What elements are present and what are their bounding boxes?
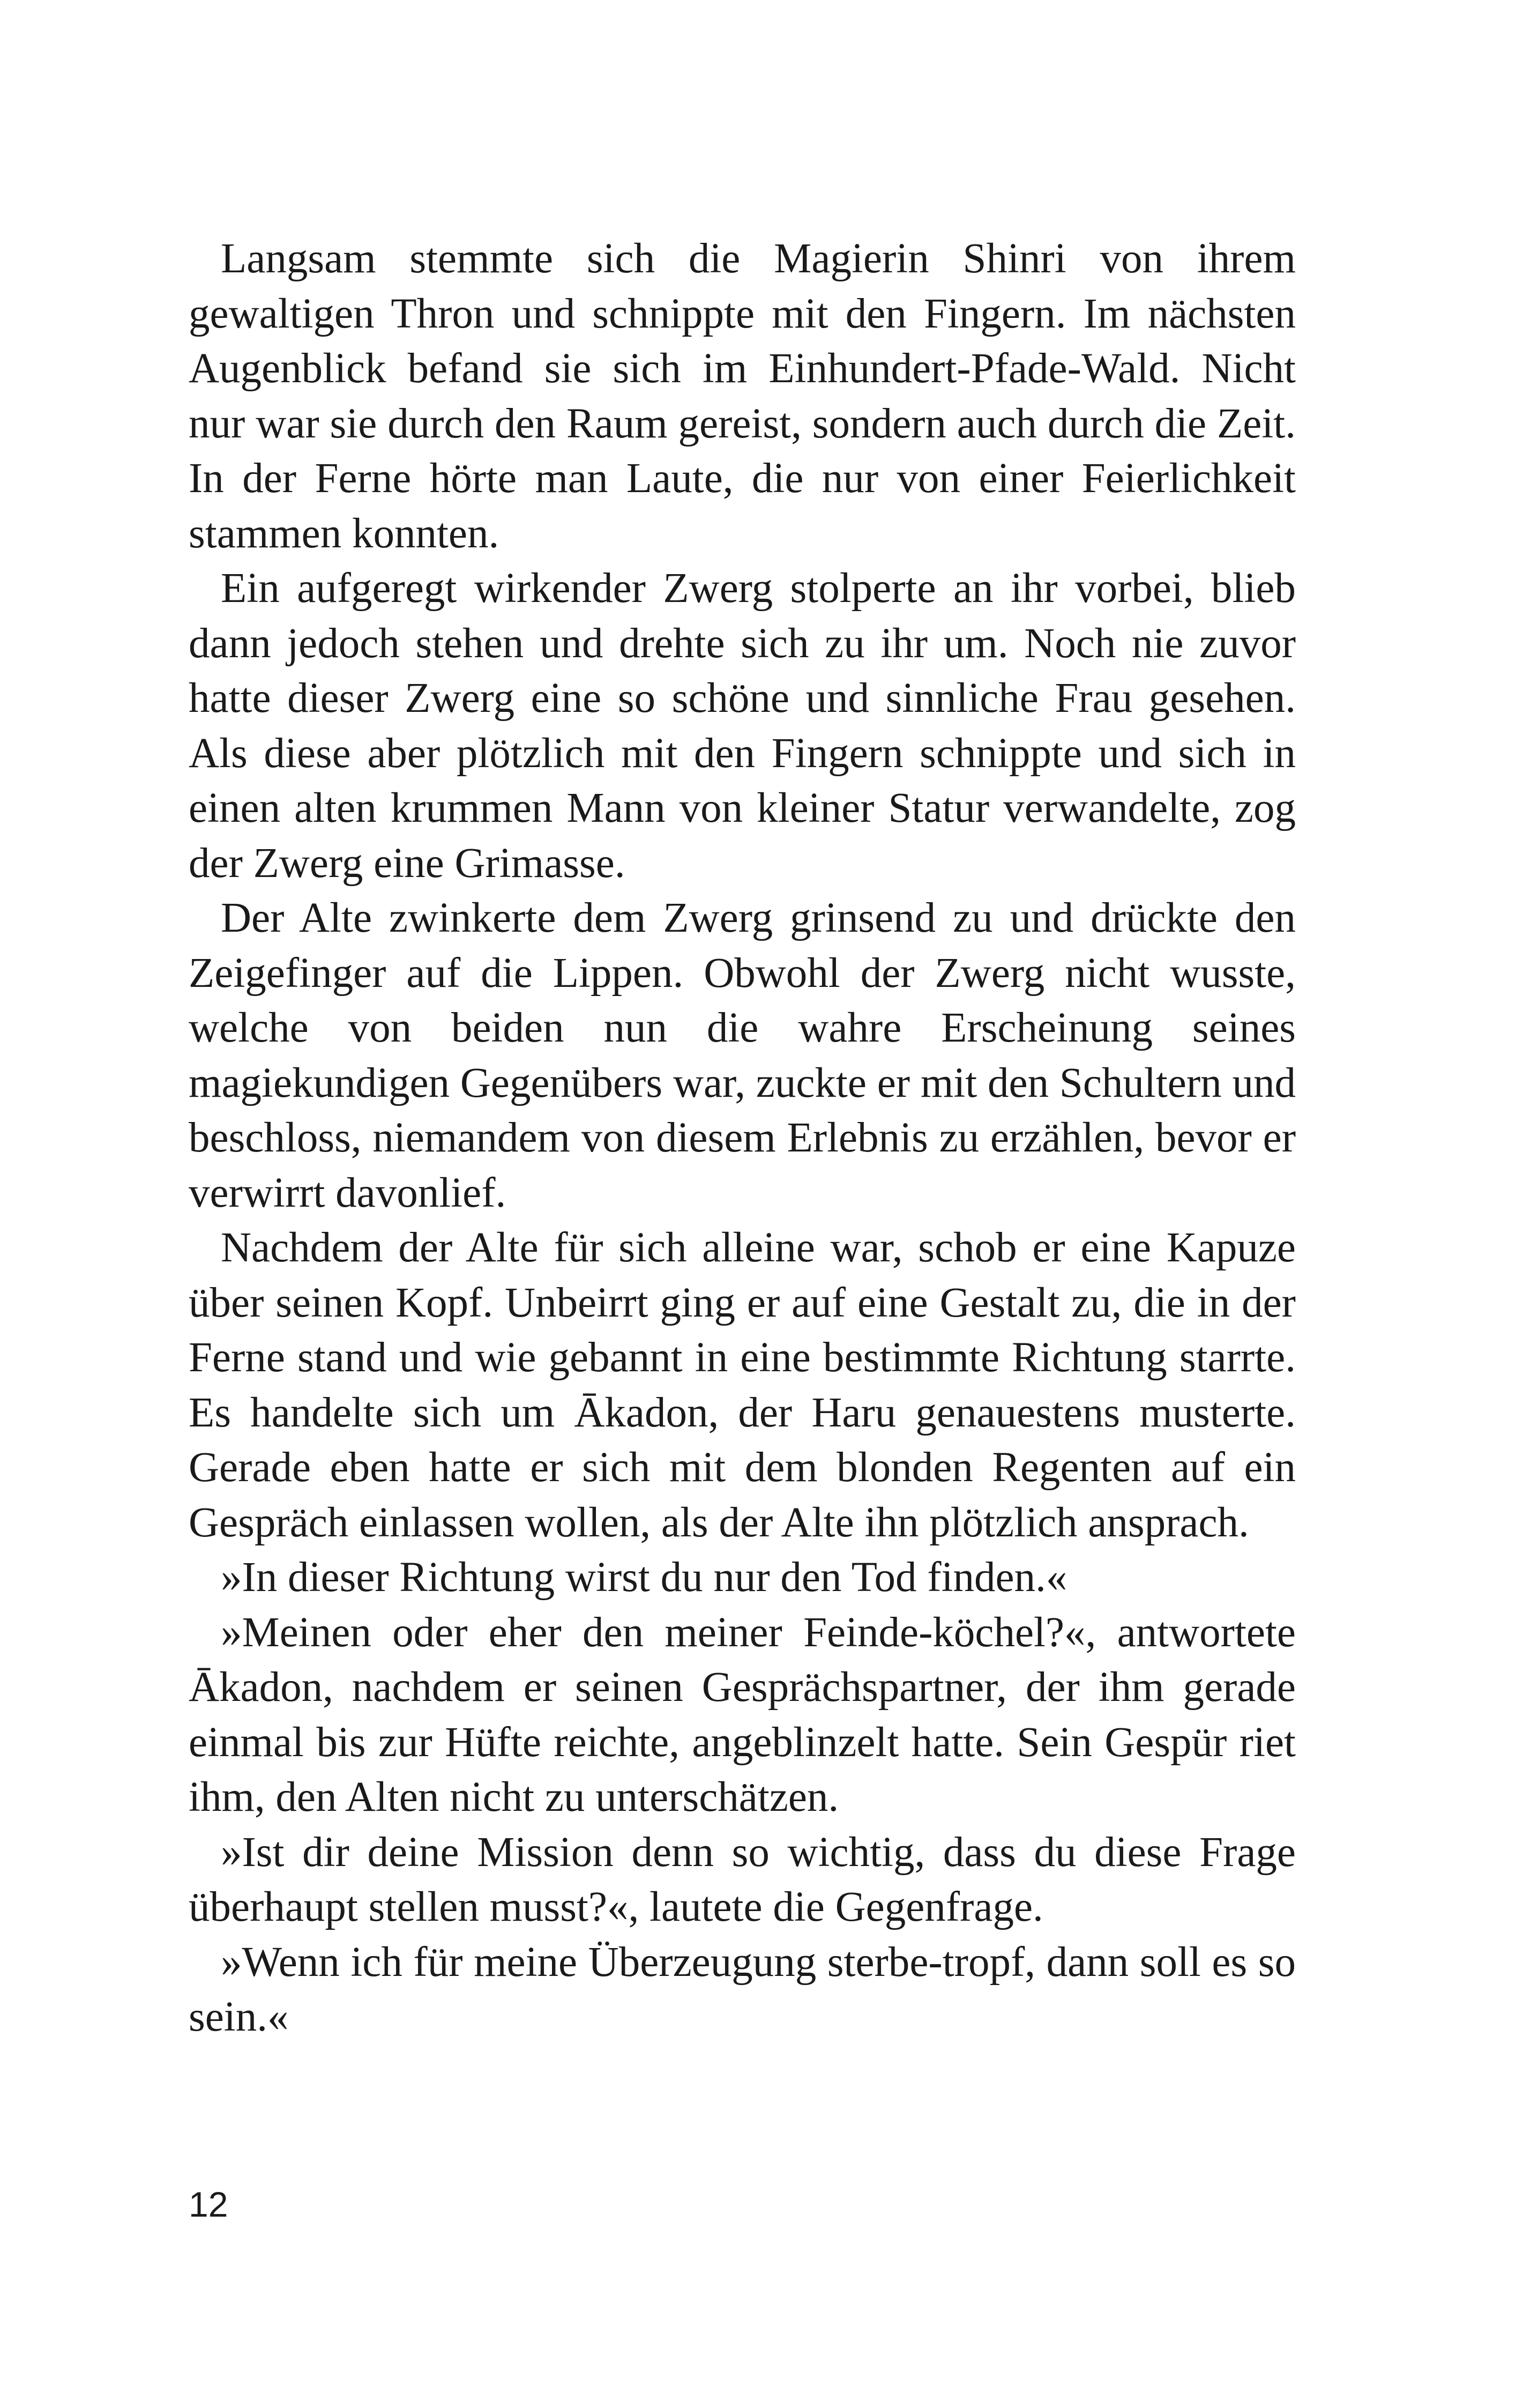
paragraph: »Wenn ich für meine Überzeugung sterbe-tropf, dann soll es so sein.« bbox=[189, 1938, 1296, 2040]
paragraph: Der Alte zwinkerte dem Zwerg grinsend zu und drückte den Zeigefinger auf die Lippen. Obwohl der Zwerg nicht wusste, welche von beiden nun die wahre Erscheinung seines magiekundigen Gegenübers war, zuckte er mit den Schultern und beschloss, niemandem von diesem Erlebnis zu erzählen, bevor er verwirrt davonlief. bbox=[189, 895, 1296, 1216]
paragraph: Ein aufgeregt wirkender Zwerg stolperte an ihr vorbei, blieb dann jedoch stehen und drehte sich zu ihr um. Noch nie zuvor hatte dieser Zwerg eine so schöne und sinnliche Frau gesehen. Als diese aber plötzlich mit den Fingern schnippte und sich in einen alten krummen Mann von kleiner Statur verwandelte, zog der Zwerg eine Grimasse. bbox=[189, 565, 1296, 887]
paragraph: »Meinen oder eher den meiner Feinde-köchel?«, antwortete Ākadon, nachdem er seinen Gesprächspartner, der ihm gerade einmal bis zur Hüfte reichte, angeblinzelt hatte. Sein Gespür riet ihm, den Alten nicht zu unterschätzen. bbox=[189, 1609, 1296, 1820]
paragraph: Langsam stemmte sich die Magierin Shinri von ihrem gewaltigen Thron und schnippte mit den Fingern. Im nächsten Augenblick befand sie sich im Einhundert-Pfade-Wald. Nicht nur war sie durch den Raum gereist, sondern auch durch die Zeit. In der Ferne hörte man Laute, die nur von einer Feierlichkeit stammen konnten. bbox=[189, 235, 1296, 557]
page-number: 12 bbox=[189, 2184, 228, 2224]
body-text bbox=[189, 232, 1296, 2045]
paragraph: »Ist dir deine Mission denn so wichtig, dass du diese Frage überhaupt stellen musst?«, lautete die Gegenfrage. bbox=[189, 1829, 1296, 1930]
paragraph: »In dieser Richtung wirst du nur den Tod finden.« bbox=[221, 1554, 1067, 1601]
paragraph: Nachdem der Alte für sich alleine war, schob er eine Kapuze über seinen Kopf. Unbeirrt ging er auf eine Gestalt zu, die in der Ferne stand und wie gebannt in eine bestimmte Richtung starrte. Es handelte sich um Ākadon, der Haru genauestens musterte. Gerade eben hatte er sich mit dem blonden Regenten auf ein Gespräch einlassen wollen, als der Alte ihn plötzlich ansprach. bbox=[189, 1224, 1296, 1546]
